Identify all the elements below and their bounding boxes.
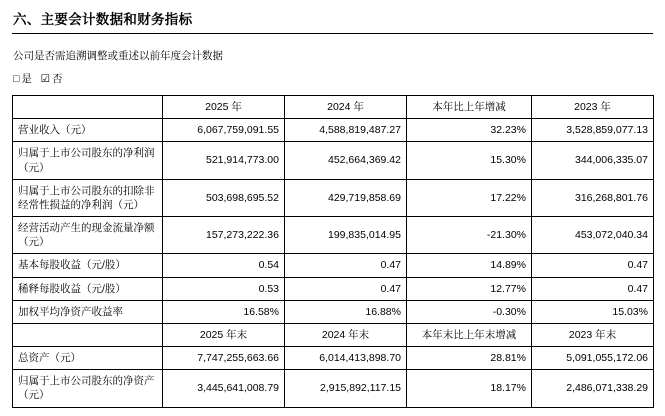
row-value-2023: 0.47 bbox=[532, 254, 654, 277]
row-value-2024: 16.88% bbox=[285, 300, 407, 323]
row-value-2023: 344,006,335.07 bbox=[532, 142, 654, 179]
column-header-change: 本年比上年增减 bbox=[407, 96, 532, 119]
checkbox-no-label: 否 bbox=[52, 73, 63, 85]
row-label: 总资产（元） bbox=[13, 347, 163, 370]
table-row bbox=[13, 277, 654, 300]
title-divider bbox=[12, 33, 653, 34]
row-value-2025: 157,273,222.36 bbox=[163, 217, 285, 254]
row-value-2025: 0.53 bbox=[163, 277, 285, 300]
column-header-2025-end: 2025 年末 bbox=[163, 323, 285, 346]
table-row bbox=[13, 347, 654, 370]
column-header-2024: 2024 年 bbox=[285, 96, 407, 119]
row-label: 归属于上市公司股东的净资产（元） bbox=[13, 370, 163, 407]
restatement-choices bbox=[12, 71, 653, 86]
table-row bbox=[13, 254, 654, 277]
row-label: 稀释每股收益（元/股） bbox=[13, 277, 163, 300]
row-value-change: -21.30% bbox=[407, 217, 532, 254]
row-value-change: 17.22% bbox=[407, 179, 532, 216]
row-value-2024: 0.47 bbox=[285, 254, 407, 277]
row-value-2025: 0.54 bbox=[163, 254, 285, 277]
column-header-2023-end: 2023 年末 bbox=[532, 323, 654, 346]
row-value-2024-end: 2,915,892,117.15 bbox=[285, 370, 407, 407]
row-value-2025: 503,698,695.52 bbox=[163, 179, 285, 216]
restatement-question: 公司是否需追溯调整或重述以前年度会计数据 bbox=[13, 50, 223, 62]
column-header-2023: 2023 年 bbox=[532, 96, 654, 119]
table-header-row-annual bbox=[13, 96, 654, 119]
row-label: 归属于上市公司股东的净利润（元） bbox=[13, 142, 163, 179]
column-header-2025: 2025 年 bbox=[163, 96, 285, 119]
table-row bbox=[13, 370, 654, 407]
table-row bbox=[13, 300, 654, 323]
row-value-2023: 3,528,859,077.13 bbox=[532, 119, 654, 142]
row-value-2023: 316,268,801.76 bbox=[532, 179, 654, 216]
table-header-row-year-end bbox=[13, 323, 654, 346]
row-label: 营业收入（元） bbox=[13, 119, 163, 142]
row-value-change-end: 28.81% bbox=[407, 347, 532, 370]
row-value-2023-end: 5,091,055,172.06 bbox=[532, 347, 654, 370]
row-value-2024: 0.47 bbox=[285, 277, 407, 300]
table-row bbox=[13, 142, 654, 179]
row-value-change: 15.30% bbox=[407, 142, 532, 179]
page-title: 六、主要会计数据和财务指标 bbox=[13, 12, 193, 27]
row-value-2024: 199,835,014.95 bbox=[285, 217, 407, 254]
row-value-change: 14.89% bbox=[407, 254, 532, 277]
row-value-2023: 15.03% bbox=[532, 300, 654, 323]
row-label: 基本每股收益（元/股） bbox=[13, 254, 163, 277]
row-value-2024: 452,664,369.42 bbox=[285, 142, 407, 179]
row-label: 归属于上市公司股东的扣除非经常性损益的净利润（元） bbox=[13, 179, 163, 216]
row-value-2024: 429,719,858.69 bbox=[285, 179, 407, 216]
table-row bbox=[13, 179, 654, 216]
checkbox-yes-label: 是 bbox=[21, 73, 32, 85]
table-row bbox=[13, 217, 654, 254]
row-value-2025: 521,914,773.00 bbox=[163, 142, 285, 179]
row-value-change: 32.23% bbox=[407, 119, 532, 142]
column-header-change-end: 本年末比上年末增减 bbox=[407, 323, 532, 346]
row-value-2023-end: 2,486,071,338.29 bbox=[532, 370, 654, 407]
checkbox-yes-mark: □ bbox=[13, 73, 20, 85]
row-value-2025: 6,067,759,091.55 bbox=[163, 119, 285, 142]
column-header-2024-end: 2024 年末 bbox=[285, 323, 407, 346]
row-value-2025: 16.58% bbox=[163, 300, 285, 323]
row-label: 加权平均净资产收益率 bbox=[13, 300, 163, 323]
row-value-change-end: 18.17% bbox=[407, 370, 532, 407]
column-header-metric-2 bbox=[13, 323, 163, 346]
choice-no[interactable] bbox=[41, 73, 63, 85]
choice-yes[interactable] bbox=[13, 73, 32, 85]
row-value-2024: 4,588,819,487.27 bbox=[285, 119, 407, 142]
row-value-2023: 453,072,040.34 bbox=[532, 217, 654, 254]
financial-highlights-table bbox=[12, 95, 654, 408]
row-value-2025-end: 3,445,641,008.79 bbox=[163, 370, 285, 407]
table-row bbox=[13, 119, 654, 142]
row-value-change: 12.77% bbox=[407, 277, 532, 300]
row-value-2025-end: 7,747,255,663.66 bbox=[163, 347, 285, 370]
column-header-metric bbox=[13, 96, 163, 119]
row-value-2024-end: 6,014,413,898.70 bbox=[285, 347, 407, 370]
row-value-2023: 0.47 bbox=[532, 277, 654, 300]
checkbox-no-mark: ☑ bbox=[40, 73, 51, 85]
row-label: 经营活动产生的现金流量净额（元） bbox=[13, 217, 163, 254]
row-value-change: -0.30% bbox=[407, 300, 532, 323]
